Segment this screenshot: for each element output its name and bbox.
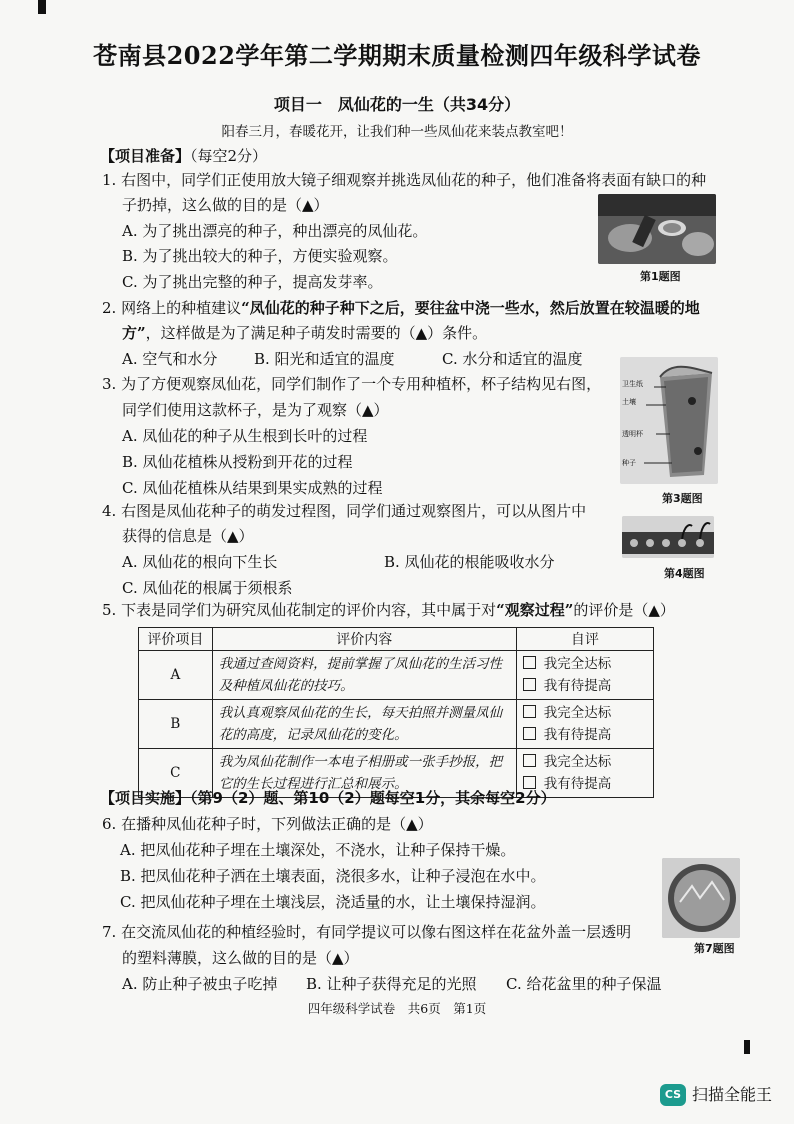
row-item: C: [139, 749, 213, 798]
edge-mark: [744, 1040, 750, 1054]
checkbox[interactable]: [523, 727, 536, 740]
scanner-watermark: 扫描全能王: [692, 1085, 773, 1104]
q3-option-a: A. 凤仙花的种子从生根到长叶的过程: [122, 427, 368, 445]
q3-caption: 第3题图: [662, 492, 703, 505]
scanner-logo-icon: CS: [660, 1084, 686, 1106]
q2-option-c: C. 水分和适宜的温度: [442, 350, 583, 368]
q6-stem: 6. 在播种凤仙花种子时，下列做法正确的是（▲）: [102, 815, 433, 833]
self-eval-option[interactable]: [523, 751, 647, 773]
q7-option-c: C. 给花盆里的种子保温: [506, 975, 662, 993]
q1-caption: 第1题图: [640, 270, 681, 283]
q4-option-c: C. 凤仙花的根属于须根系: [122, 579, 293, 597]
q5-stem-suffix: 的评价是（▲）: [573, 601, 675, 619]
q2-stem-line2: [122, 323, 487, 343]
row-self-eval: [516, 700, 653, 749]
q3-stem-line1: 3. 为了方便观察凤仙花，同学们制作了一个专用种植杯，杯子结构见右图，: [102, 375, 602, 393]
q3-option-b: B. 凤仙花植株从授粉到开花的过程: [122, 453, 353, 471]
table-row: [139, 651, 654, 700]
row-item: A: [139, 651, 213, 700]
q2-stem-suffix: ，这样做是为了满足种子萌发时需要的（▲）条件。: [145, 324, 488, 342]
self-eval-label: 我有待提高: [543, 678, 612, 694]
q7-option-b: B. 让种子获得充足的光照: [306, 975, 477, 993]
q1-photo-graphic: [598, 194, 716, 264]
q5-stem-line: [102, 600, 675, 620]
header-content: 评价内容: [212, 628, 516, 651]
q3-label-cup: 透明杯: [622, 430, 643, 438]
header-self: 自评: [516, 628, 653, 651]
q4-caption: 第4题图: [664, 567, 705, 580]
q2-option-b: B. 阳光和适宜的温度: [254, 350, 395, 368]
self-eval-option[interactable]: [523, 724, 647, 746]
page-footer: 四年级科学试卷 共6页 第1页: [307, 1001, 487, 1016]
q2-stem-prefix: 2. 网络上的种植建议: [102, 299, 242, 317]
q5-stem-prefix: 5. 下表是同学们为研究凤仙花制定的评价内容，其中属于对: [102, 601, 497, 619]
self-eval-label: 我有待提高: [543, 727, 612, 743]
section-intro: 阳春三月，春暖花开，让我们种一些凤仙花来装点教室吧！: [221, 124, 573, 140]
prep-note: （每空2分）: [190, 147, 268, 165]
section-title: 项目一 凤仙花的一生（共34分）: [273, 95, 521, 114]
exam-title: 苍南县2022学年第二学期期末质量检测四年级科学试卷: [93, 41, 701, 70]
checkbox[interactable]: [523, 705, 536, 718]
q7-pot-figure: [662, 858, 740, 938]
q1-photo: [598, 194, 716, 264]
q4-option-a: A. 凤仙花的根向下生长: [122, 553, 278, 571]
prep-heading-line: [100, 146, 267, 166]
q4-germination-figure: [622, 516, 714, 558]
q4-stem-line1: 4. 右图是凤仙花种子的萌发过程图，同学们通过观察图片，可以从图片中: [102, 502, 587, 520]
q3-label-soil: 土壤: [622, 398, 636, 406]
q4-germination-graphic: [622, 516, 714, 558]
q1-stem-line2: 子扔掉，这么做的目的是（▲）: [122, 196, 329, 214]
q5-stem-emph: “观察过程”: [496, 601, 574, 619]
table-row: [139, 700, 654, 749]
row-content: 我认真观察凤仙花的生长，每天拍照并测量凤仙花的高度，记录凤仙花的变化。: [212, 700, 516, 749]
q1-option-b: B. 为了挑出较大的种子，方便实验观察。: [122, 247, 398, 265]
row-item: B: [139, 700, 213, 749]
q1-option-a: A. 为了挑出漂亮的种子，种出漂亮的凤仙花。: [122, 222, 428, 240]
q3-cup-figure: [620, 357, 718, 484]
self-eval-label: 我有待提高: [543, 776, 612, 792]
corner-mark: [38, 0, 46, 14]
impl-heading: 【项目实施】: [100, 789, 191, 807]
self-eval-option[interactable]: [523, 675, 647, 697]
q3-label-tissue: 卫生纸: [622, 380, 643, 388]
q7-stem-line2: 的塑料薄膜，这么做的目的是（▲）: [122, 949, 359, 967]
row-content: 我通过查阅资料，提前掌握了凤仙花的生活习性及种植凤仙花的技巧。: [212, 651, 516, 700]
evaluation-table: [138, 627, 654, 798]
self-eval-label: 我完全达标: [543, 656, 612, 672]
self-eval-label: 我完全达标: [543, 705, 612, 721]
q7-pot-graphic: [662, 858, 740, 938]
q2-quote-part2: 方”: [122, 324, 146, 342]
q6-option-b: B. 把凤仙花种子洒在土壤表面，浇很多水，让种子浸泡在水中。: [120, 867, 546, 885]
q2-quote-part1: “凤仙花的种子种下之后，要往盆中浇一些水，然后放置在较温暖的地: [241, 299, 700, 317]
q1-stem-line1: 1. 右图中，同学们正使用放大镜子细观察并挑选凤仙花的种子，他们准备将表面有缺口的种: [102, 171, 707, 189]
q7-caption: 第7题图: [694, 942, 735, 955]
q7-option-a: A. 防止种子被虫子吃掉: [122, 975, 278, 993]
impl-heading-line: [100, 788, 556, 808]
q3-option-c: C. 凤仙花植株从结果到果实成熟的过程: [122, 479, 383, 497]
impl-note: （第9（2）题、第10（2）题每空1分，其余每空2分）: [190, 789, 556, 807]
row-self-eval: [516, 651, 653, 700]
prep-heading: 【项目准备】: [100, 147, 191, 165]
row-content: 我为凤仙花制作一本电子相册或一张手抄报，把它的生长过程进行汇总和展示。: [212, 749, 516, 798]
q1-option-c: C. 为了挑出完整的种子，提高发芽率。: [122, 273, 383, 291]
checkbox[interactable]: [523, 754, 536, 767]
header-item: 评价项目: [139, 628, 213, 651]
q2-option-a: A. 空气和水分: [122, 350, 218, 368]
evaluation-table-header: [139, 628, 654, 651]
self-eval-option[interactable]: [523, 653, 647, 675]
checkbox[interactable]: [523, 656, 536, 669]
self-eval-label: 我完全达标: [543, 754, 612, 770]
q4-option-b: B. 凤仙花的根能吸收水分: [384, 553, 555, 571]
q2-stem-line1: [102, 298, 700, 318]
q4-stem-line2: 获得的信息是（▲）: [122, 527, 254, 545]
q6-option-c: C. 把凤仙花种子埋在土壤浅层，浇适量的水，让土壤保持湿润。: [120, 893, 546, 911]
self-eval-option[interactable]: [523, 702, 647, 724]
q6-option-a: A. 把凤仙花种子埋在土壤深处，不浇水，让种子保持干燥。: [120, 841, 516, 859]
q7-stem-line1: 7. 在交流凤仙花的种植经验时，有同学提议可以像右图这样在花盆外盖一层透明: [102, 923, 632, 941]
q3-label-seed: 种子: [622, 459, 636, 467]
q3-stem-line2: 同学们使用这款杯子，是为了观察（▲）: [122, 401, 389, 419]
checkbox[interactable]: [523, 678, 536, 691]
